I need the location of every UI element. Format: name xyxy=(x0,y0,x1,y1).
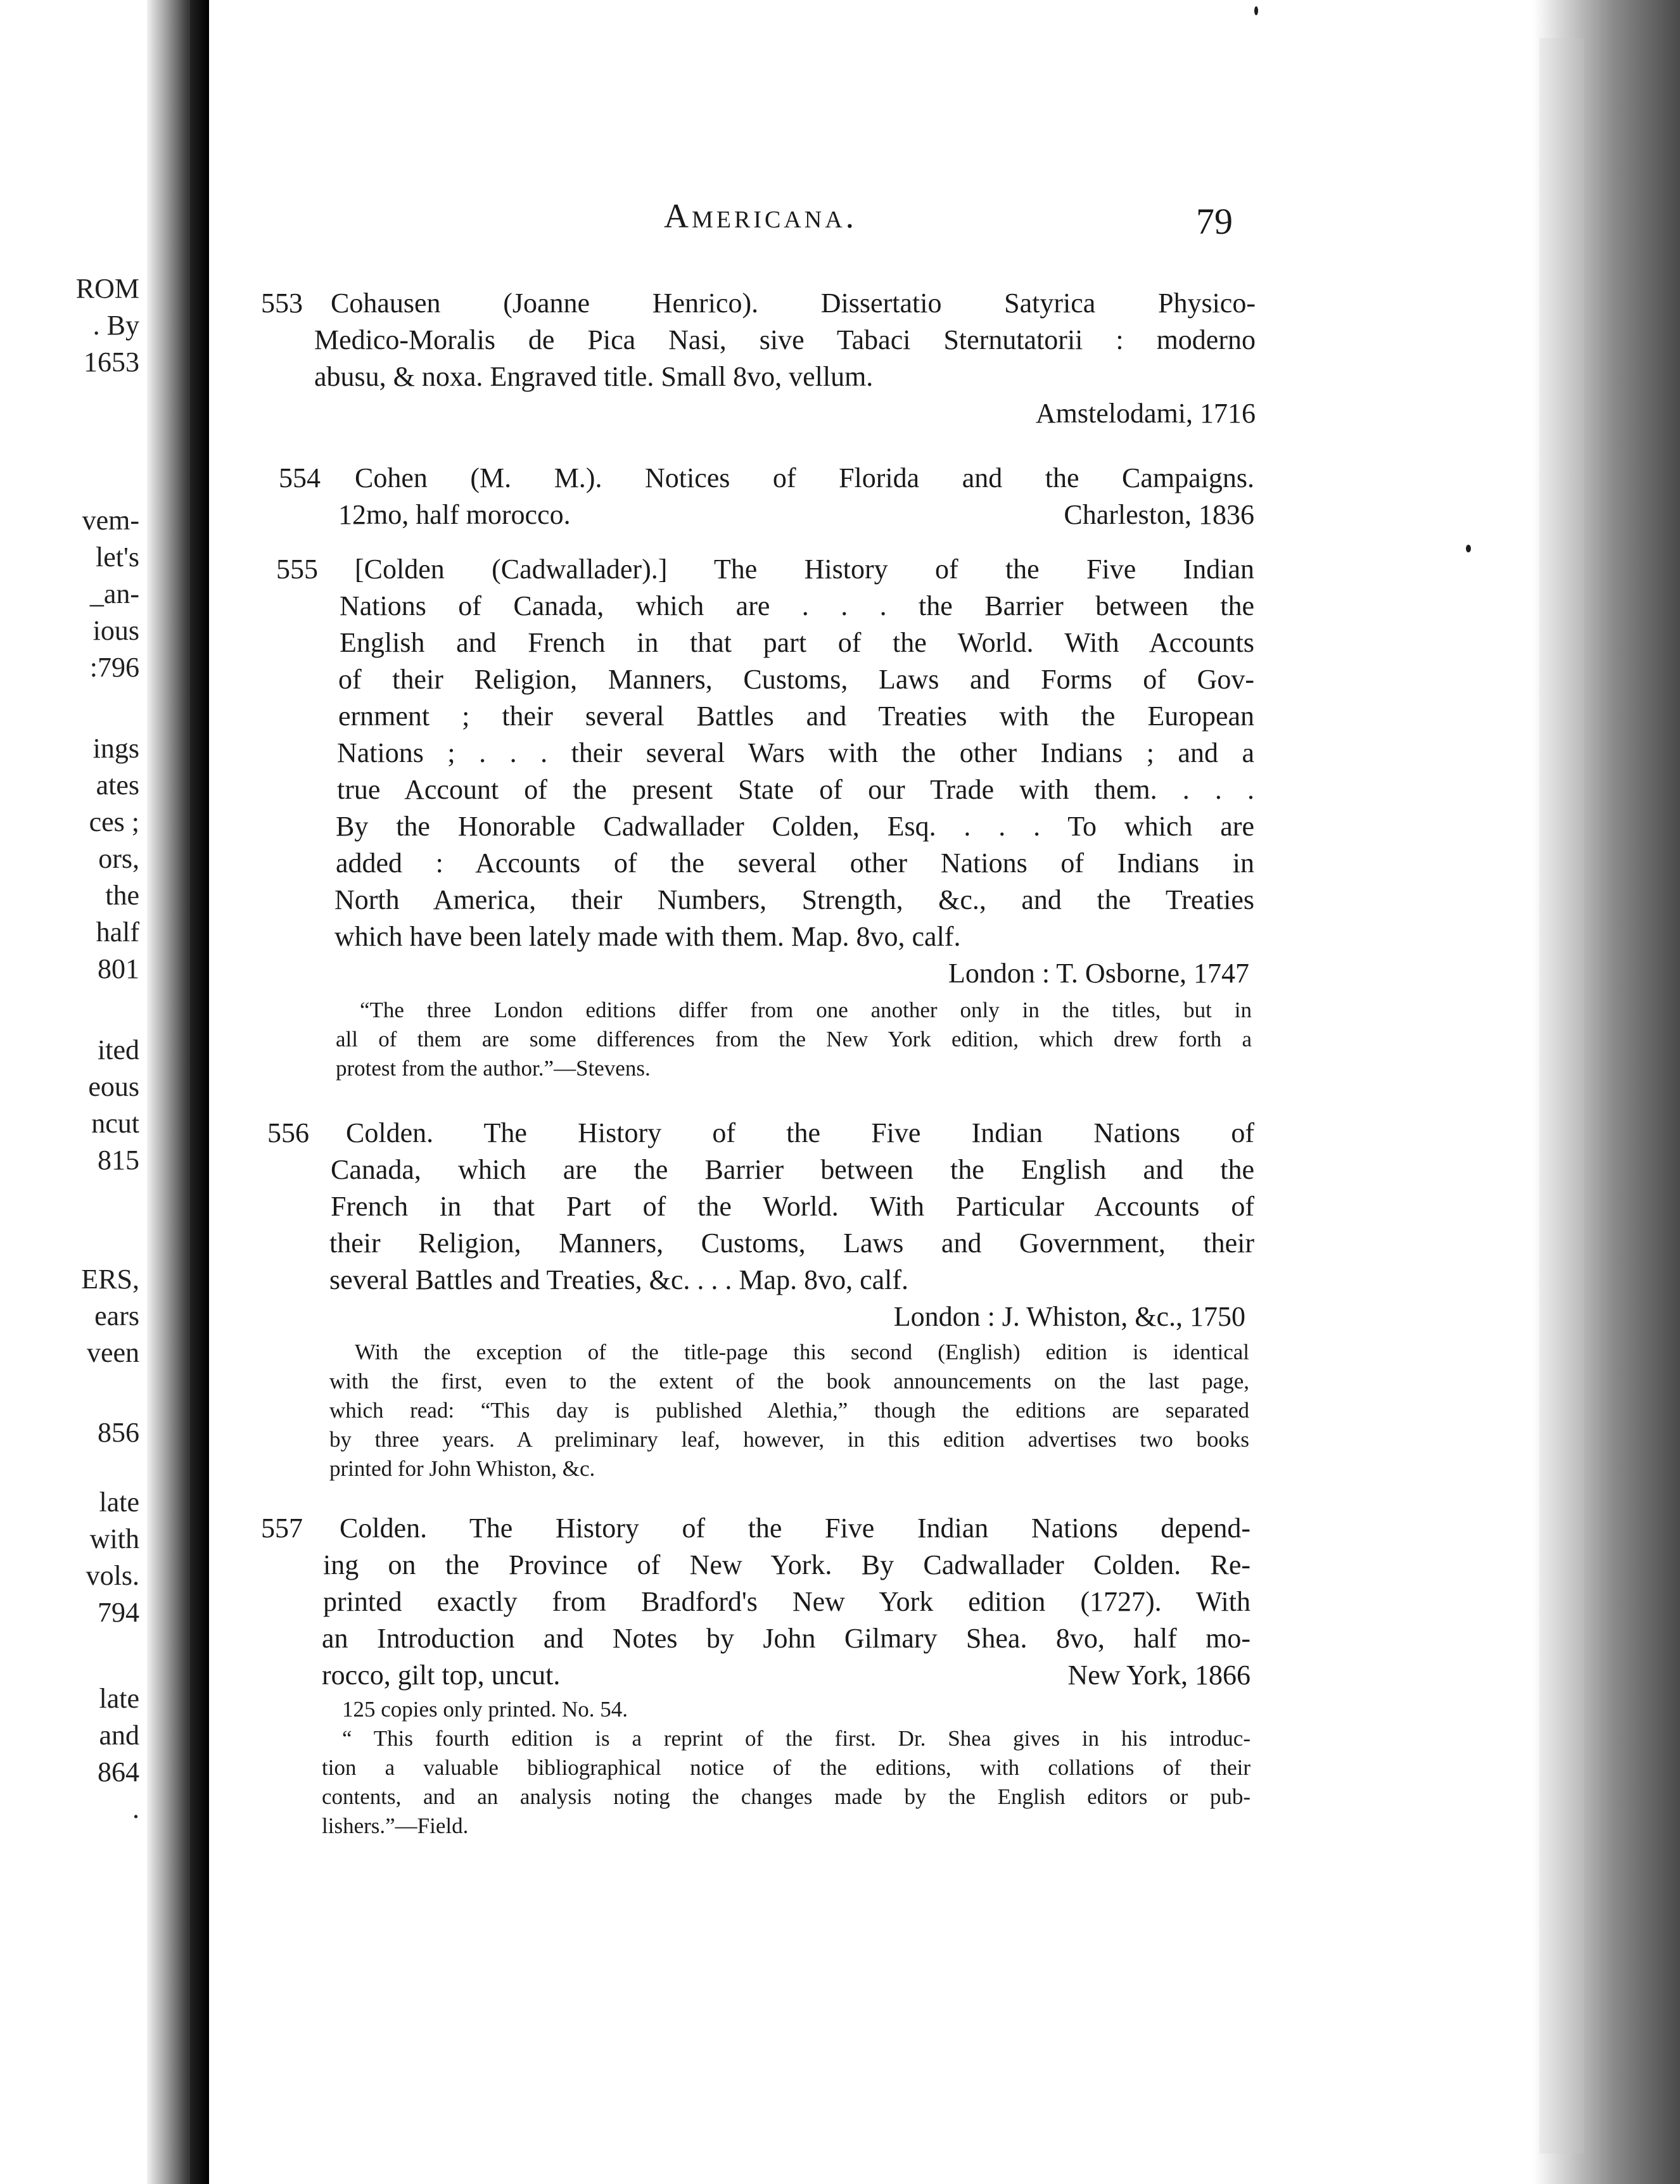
entry-note: 125 copies only printed. No. 54. xyxy=(342,1697,628,1722)
entry-line: English and French in that part of the World. With Accounts xyxy=(340,627,1254,658)
facing-page-fragment: late xyxy=(99,1683,139,1714)
entry-imprint: Charleston, 1836 xyxy=(1064,499,1254,530)
facing-page-fragment: 864 xyxy=(98,1756,139,1787)
entry-imprint: London : J. Whiston, &c., 1750 xyxy=(893,1301,1245,1332)
entry-note: “The three London editions differ from one another only in the titles, but in xyxy=(360,998,1252,1022)
facing-page-fragment: 1653 xyxy=(84,346,139,378)
facing-page-edge xyxy=(0,0,147,2184)
facing-page-fragment: ors, xyxy=(98,843,139,874)
entry-line: By the Honorable Cadwallader Colden, Esq. . . . To which are xyxy=(336,811,1254,842)
entry-note: lishers.”—Field. xyxy=(322,1813,469,1838)
facing-page-fragment: the xyxy=(105,880,139,911)
entry-line: 12mo, half morocco. xyxy=(338,499,571,530)
entry-number: 553 xyxy=(261,288,303,319)
facing-page-fragment: . xyxy=(132,1793,139,1824)
facing-page-fragment: let's xyxy=(95,542,139,573)
entry-line: Medico-Moralis de Pica Nasi, sive Tabaci Sternutatorii : moderno xyxy=(314,324,1256,355)
entry-line: abusu, & noxa. Engraved title. Small 8vo, vellum. xyxy=(314,361,874,392)
entry-line: ing on the Province of New York. By Cadwallader Colden. Re- xyxy=(323,1549,1250,1580)
entry-line: true Account of the present State of our Trade with them. . . . xyxy=(337,774,1254,805)
catalog-entry-556 xyxy=(267,1115,1254,1483)
catalog-entry-553 xyxy=(261,285,1256,432)
facing-page-fragment: . By xyxy=(92,310,139,341)
entry-note: with the first, even to the extent of the book announcements on the last page, xyxy=(329,1369,1249,1394)
facing-page-fragment: ious xyxy=(92,615,139,646)
facing-page-fragment: eous xyxy=(88,1071,139,1102)
entry-note: all of them are some differences from the New York edition, which drew forth a xyxy=(336,1027,1252,1051)
facing-page-fragment: 815 xyxy=(98,1145,139,1176)
entry-note: printed for John Whiston, &c. xyxy=(329,1456,595,1481)
entry-line: rocco, gilt top, uncut. xyxy=(322,1660,561,1691)
running-head: Americana. xyxy=(664,197,858,235)
entry-note: “ This fourth edition is a reprint of the first. Dr. Shea gives in his introduc- xyxy=(342,1726,1250,1751)
entry-line: ernment ; their several Battles and Treaties with the European xyxy=(338,701,1254,732)
facing-page-fragment: ears xyxy=(94,1300,139,1331)
scan-speck xyxy=(1466,545,1471,552)
facing-page-fragment: and xyxy=(99,1720,139,1751)
entry-imprint: London : T. Osborne, 1747 xyxy=(948,958,1249,989)
entry-line: Cohausen (Joanne Henrico). Dissertatio Satyrica Physico- xyxy=(331,288,1256,319)
book-page xyxy=(209,0,1533,2184)
facing-page-fragment: with xyxy=(89,1523,139,1554)
entry-imprint: Amstelodami, 1716 xyxy=(1035,398,1256,429)
facing-page-fragment: _an- xyxy=(89,578,139,609)
entry-note: which read: “This day is published Alethia,” though the editions are separated xyxy=(329,1398,1249,1423)
entry-line: Colden. The History of the Five Indian Nations of xyxy=(346,1117,1254,1148)
facing-page-fragment: ates xyxy=(96,770,139,801)
entry-line: North America, their Numbers, Strength, &c., and the Treaties xyxy=(334,884,1254,915)
facing-page-fragment: ces ; xyxy=(89,806,139,837)
entry-line: an Introduction and Notes by John Gilmary Shea. 8vo, half mo- xyxy=(322,1623,1250,1654)
facing-page-fragment: 801 xyxy=(98,953,139,984)
entry-note: With the exception of the title-page this second (English) edition is identical xyxy=(355,1340,1249,1364)
facing-page-fragment: :796 xyxy=(89,652,139,683)
facing-page-fragment: ROM xyxy=(75,273,139,304)
entry-line: which have been lately made with them. Map. 8vo, calf. xyxy=(334,921,961,952)
catalog-entry-555 xyxy=(276,551,1254,1083)
entry-note: protest from the author.”—Stevens. xyxy=(336,1056,651,1081)
entry-line: printed exactly from Bradford's New York edition (1727). With xyxy=(323,1586,1250,1617)
facing-page-fragment: ited xyxy=(98,1034,139,1065)
facing-page-fragment: 856 xyxy=(98,1417,139,1448)
entry-line: French in that Part of the World. With Particular Accounts of xyxy=(331,1191,1254,1222)
entry-line: [Colden (Cadwallader).] The History of the Five Indian xyxy=(355,554,1254,585)
facing-page-fragment: vols. xyxy=(86,1560,139,1591)
facing-page-fragment: late xyxy=(99,1487,139,1518)
entry-line: several Battles and Treaties, &c. . . . Map. 8vo, calf. xyxy=(329,1264,909,1295)
entry-note: tion a valuable bibliographical notice of the editions, with collations of their xyxy=(322,1755,1250,1780)
entry-line: of their Religion, Manners, Customs, Laws and Forms of Gov- xyxy=(338,664,1254,695)
entry-note: by three years. A preliminary leaf, however, in this edition advertises two books xyxy=(329,1427,1249,1452)
entry-imprint: New York, 1866 xyxy=(1067,1660,1250,1691)
entry-number: 557 xyxy=(261,1513,303,1544)
entry-number: 554 xyxy=(279,462,321,493)
entry-line: their Religion, Manners, Customs, Laws and Government, their xyxy=(329,1228,1254,1259)
entry-line: Nations of Canada, which are . . . the Barrier between the xyxy=(340,590,1254,621)
entry-number: 555 xyxy=(276,554,318,585)
entry-line: added : Accounts of the several other Nations of Indians in xyxy=(336,848,1254,879)
entry-line: Canada, which are the Barrier between the English and the xyxy=(331,1154,1254,1185)
entry-line: Colden. The History of the Five Indian Nations depend- xyxy=(340,1513,1250,1544)
entry-line: Nations ; . . . their several Wars with the other Indians ; and a xyxy=(337,737,1254,768)
page-number: 79 xyxy=(1196,201,1233,242)
facing-page-fragment: half xyxy=(96,917,139,948)
entry-number: 556 xyxy=(267,1117,309,1148)
facing-page-fragment: 794 xyxy=(98,1597,139,1628)
entry-note: contents, and an analysis noting the changes made by the English editors or pub- xyxy=(322,1784,1250,1809)
facing-page-fragment: vem- xyxy=(82,505,139,536)
gutter-shadow xyxy=(190,0,209,2184)
facing-page-fragment: ings xyxy=(92,733,139,764)
catalog-entry-554 xyxy=(279,460,1254,533)
catalog-entry-557 xyxy=(261,1510,1250,1841)
facing-page-fragment: ERS, xyxy=(81,1264,139,1295)
entry-line: Cohen (M. M.). Notices of Florida and the Campaigns. xyxy=(355,462,1254,493)
scan-speck xyxy=(1254,6,1258,15)
page-stack-highlight xyxy=(1539,38,1584,2154)
facing-page-fragment: ncut xyxy=(91,1108,139,1139)
facing-page-fragment: veen xyxy=(86,1337,139,1368)
